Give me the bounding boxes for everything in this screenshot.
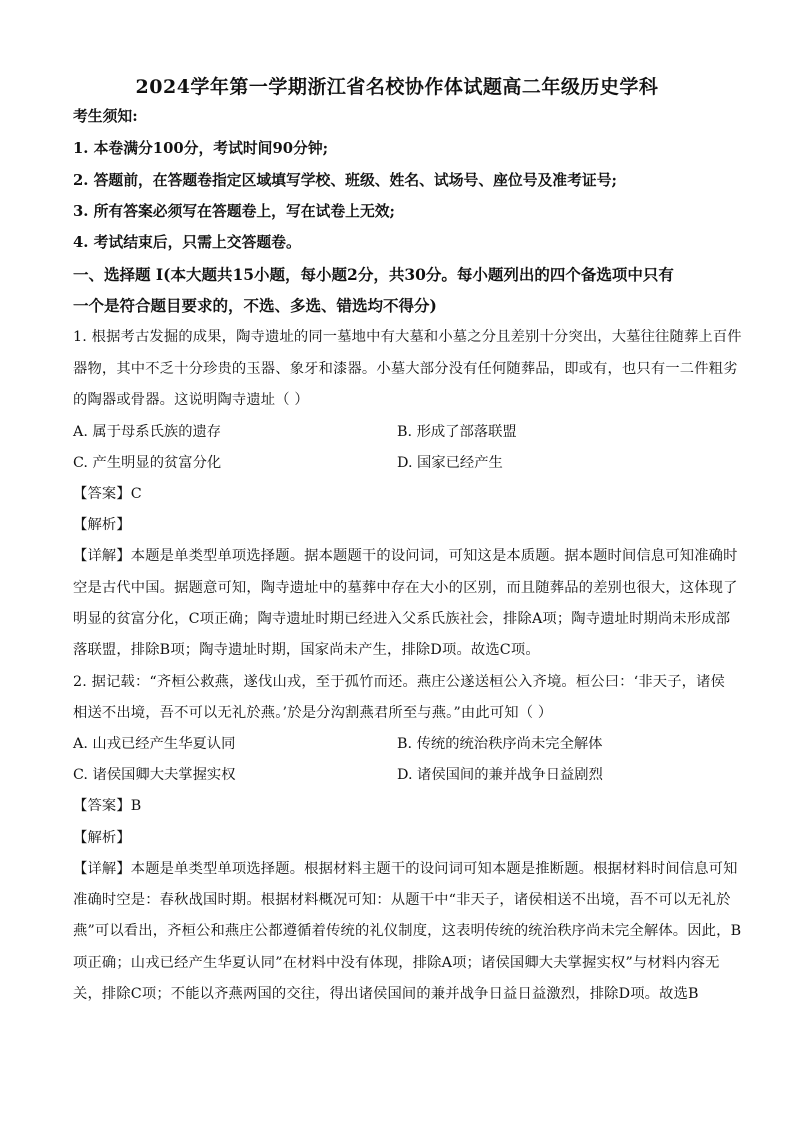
q2-option-a: A. 山戎已经产生华夏认同	[73, 736, 236, 752]
q2-analysis-label: 【解析】	[73, 830, 131, 846]
q2-detail-line-3: 燕”可以看出，齐桓公和燕庄公都遵循着传统的礼仪制度，这表明传统的统治秩序尚未完全解体。因此，B	[73, 923, 742, 939]
q1-option-d: D. 国家已经产生	[397, 455, 503, 471]
q2-detail-line-5: 关，排除C项；不能以齐燕两国的交往，得出诸侯国间的兼并战争日益日益激烈，排除D项。故选B	[73, 986, 699, 1002]
q2-stem-line-1: 2. 据记载：“齐桓公救燕，遂伐山戎，至于孤竹而还。燕庄公遂送桓公入齐境。桓公曰：‘非天子，诸侯	[73, 674, 725, 690]
q1-stem-line-2: 器物，其中不乏十分珍贵的玉器、象牙和漆器。小墓大部分没有任何随葬品，即或有，也只有一二件粗劣	[73, 361, 738, 377]
notice-item-1: 1. 本卷满分100分，考试时间90分钟;	[73, 140, 329, 157]
q1-option-b: B. 形成了部落联盟	[397, 424, 517, 440]
q2-stem-line-2: 相送不出境，吾不可以无礼於燕。’於是分沟割燕君所至与燕。”由此可知（ ）	[73, 705, 553, 721]
section-heading-line-2: 一个是符合题目要求的，不选、多选、错选均不得分)	[73, 296, 437, 315]
notice-heading: 考生须知:	[73, 108, 138, 125]
q1-detail-line-1: 【详解】本题是单类型单项选择题。据本题题干的设问词，可知这是本质题。据本题时间信息可知准确时	[73, 548, 738, 564]
q2-detail-line-1: 【详解】本题是单类型单项选择题。根据材料主题干的设问词可知本题是推断题。根据材料时间信息可知	[73, 861, 738, 877]
q2-option-d: D. 诸侯国间的兼并战争日益剧烈	[397, 767, 603, 783]
q1-stem-line-3: 的陶器或骨器。这说明陶寺遗址（ ）	[73, 392, 309, 408]
q2-option-b: B. 传统的统治秩序尚未完全解体	[397, 736, 603, 752]
notice-item-4: 4. 考试结束后，只需上交答题卷。	[73, 234, 301, 251]
q1-answer: 【答案】C	[73, 486, 142, 502]
q2-option-c: C. 诸侯国卿大夫掌握实权	[73, 767, 236, 783]
q1-detail-line-3: 明显的贫富分化，C项正确；陶寺遗址时期已经进入父系氏族社会，排除A项；陶寺遗址时期尚未形成部	[73, 611, 731, 627]
q2-answer: 【答案】B	[73, 798, 142, 814]
q2-detail-line-2: 准确时空是：春秋战国时期。根据材料概况可知：从题干中“非天子，诸侯相送不出境，吾不可以无礼於	[73, 892, 731, 908]
q2-detail-line-4: 项正确；山戎已经产生华夏认同”在材料中没有体现，排除A项；诸侯国卿大夫掌握实权”与材料内容无	[73, 955, 720, 971]
q1-stem-line-1: 1. 根据考古发掘的成果，陶寺遗址的同一墓地中有大墓和小墓之分且差别十分突出，大墓往往随葬上百件	[73, 329, 742, 345]
q1-option-c: C. 产生明显的贫富分化	[73, 455, 222, 471]
q1-option-a: A. 属于母系氏族的遗存	[73, 424, 222, 440]
q1-analysis-label: 【解析】	[73, 517, 131, 533]
notice-item-2: 2. 答题前，在答题卷指定区域填写学校、班级、姓名、试场号、座位号及准考证号;	[73, 172, 617, 189]
page-title: 2024学年第一学期浙江省名校协作体试题高二年级历史学科	[135, 76, 659, 98]
q1-detail-line-2: 空是古代中国。据题意可知，陶寺遗址中的墓葬中存在大小的区别，而且随葬品的差别也很大，这体现了	[73, 580, 738, 596]
q1-detail-line-4: 落联盟，排除B项；陶寺遗址时期，国家尚未产生，排除D项。故选C项。	[73, 642, 540, 658]
notice-item-3: 3. 所有答案必须写在答题卷上，写在试卷上无效;	[73, 203, 396, 220]
section-heading-line-1: 一、选择题 Ⅰ(本大题共15小题，每小题2分，共30分。每小题列出的四个备选项中只有	[73, 265, 674, 284]
